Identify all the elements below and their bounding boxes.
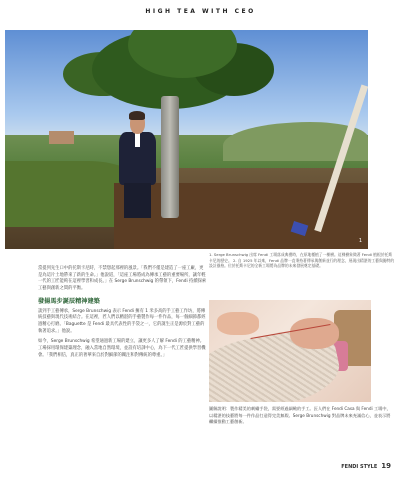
- embroidery-photo: [209, 300, 371, 402]
- page-number: 19: [381, 462, 391, 470]
- photo-caption: 1. Serge Brunschwig 出席 Fendi 工場落成典禮時，在原地種植了一棵樹。這棵樹象徵著 Fendi 植根於托斯卡尼的歷史。 2. 自 1925 年以來，Fendi 品牌一直秉持著傳承與創新並行的理念，展現出精湛的工藝與獨特的設計風格。位於托斯卡尼的全新工場將為品牌的未來發展奠定基礎。: [209, 252, 395, 269]
- page-footer: [341, 462, 391, 470]
- shirt: [135, 132, 141, 147]
- section-title: 發揚馬步誕辰精神建築: [38, 297, 100, 305]
- intro-paragraph: 當提到先生口中的托斯卡尼時，不禁想起那裡的風景。「我們不僅是建造了一座工廠，更是為這片土地帶來了新的生命。」他說道，「這座工場將成為傳承工藝的重要場所，讓年輕一代的工匠能夠在這裡學習和成長。」在 Serge Brunschwig 的帶領下，Fendi 持續探索工藝與創新之間的平衡。: [38, 266, 207, 292]
- ceo-figure: [119, 113, 155, 218]
- tree-trunk: [161, 96, 179, 219]
- page-header: HIGH TEA WITH CEO: [145, 8, 256, 15]
- body-paragraph-2: 如今，Serge Brunschwig 希望通過新工場的建立，讓更多人了解 Fendi 的工藝精神。工場採用環保建築理念，融入當地自然環境，並設有培訓中心，為下一代工匠提供學習機會。「我們相信，真正的奢華來自於對細節的關注和對傳統的尊重。」: [38, 339, 206, 358]
- left-column: [38, 266, 207, 363]
- ceo-tree-photo: [5, 30, 368, 249]
- hand: [217, 312, 259, 334]
- photo-number: 1: [358, 238, 362, 244]
- footer-brand: FENDI STYLE: [341, 464, 378, 470]
- legs: [124, 183, 152, 219]
- hair: [129, 111, 146, 119]
- embroidery-caption: 圖解說明：製作精美的刺繡手袋，需要經過細緻的手工。匠人們在 Fendi Casa 與 Fendi 工場中，以精湛的技藝將每一件作品打造得完美無瑕。Serge Brunschwig 對品牌未來充滿信心，並表示將繼續推動工藝創新。: [209, 406, 391, 425]
- house: [49, 131, 74, 144]
- body-paragraph-1: 談到手工藝傳承，Serge Brunschwig 表示 Fendi 擁有 1 米多高的手工藝工作坊，將傳統技藝與現代技術結合。在這裡，匠人們以精湛的手藝製作每一件作品，每一個細節都經過精心打磨。「Baguette 是 Fendi 最具代表性的手袋之一，它的誕生正是源於對工藝的執著追求。」他說。: [38, 308, 206, 334]
- hand: [290, 318, 339, 349]
